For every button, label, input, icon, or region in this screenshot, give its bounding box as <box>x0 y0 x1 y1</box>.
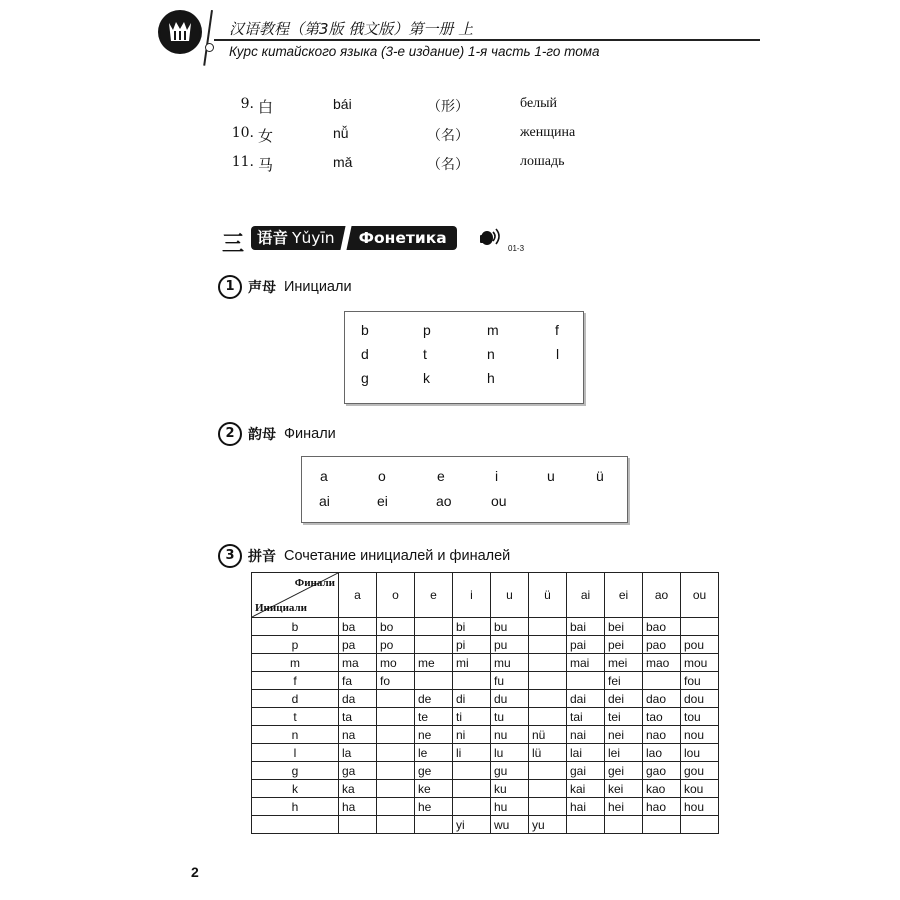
syllable-cell: pei <box>605 636 643 654</box>
syllable-cell: gu <box>491 762 529 780</box>
final-letter: e <box>437 468 445 484</box>
header-title-russian: Курс китайского языка (3-е издание) 1-я часть 1-го тома <box>229 44 600 59</box>
row-header-initial: t <box>252 708 339 726</box>
syllable-cell: tei <box>605 708 643 726</box>
vocab-number: 11. <box>231 154 254 170</box>
syllable-cell: gei <box>605 762 643 780</box>
syllable-cell: pao <box>643 636 681 654</box>
syllable-cell: de <box>415 690 453 708</box>
vocab-part-of-speech: （名） <box>427 128 469 144</box>
initial-letter: k <box>423 370 430 386</box>
subheading-number: 3 <box>218 544 242 568</box>
subheading-russian: Инициали <box>284 279 352 295</box>
initial-letter: g <box>361 370 369 386</box>
syllable-cell: ga <box>339 762 377 780</box>
syllable-cell: lü <box>529 744 567 762</box>
column-header: e <box>415 573 453 618</box>
header-divider-horizontal <box>214 39 760 41</box>
initial-letter: l <box>556 346 560 362</box>
section-title-chinese: 语音 <box>257 229 289 247</box>
syllable-cell: di <box>453 690 491 708</box>
syllable-cell: gai <box>567 762 605 780</box>
section-title-russian: Фонетика <box>358 229 447 247</box>
subheading-combinations <box>218 544 510 568</box>
syllable-cell: bai <box>567 618 605 636</box>
table-row <box>252 654 719 672</box>
row-header-initial: m <box>252 654 339 672</box>
final-letter: u <box>547 468 555 484</box>
syllable-cell: hao <box>643 798 681 816</box>
table-row <box>252 708 719 726</box>
syllable-cell <box>453 780 491 798</box>
corner-label-finals: Финали <box>294 577 335 589</box>
syllable-cell: lao <box>643 744 681 762</box>
vocab-translation: белый <box>520 96 558 111</box>
syllable-cell <box>415 816 453 834</box>
syllable-cell: fei <box>605 672 643 690</box>
syllable-cell: hou <box>681 798 719 816</box>
syllable-cell: bao <box>643 618 681 636</box>
syllable-cell: nai <box>567 726 605 744</box>
table-corner-cell <box>252 573 339 618</box>
syllable-cell: dai <box>567 690 605 708</box>
table-body <box>252 618 719 834</box>
final-letter: ai <box>319 493 330 509</box>
vocab-translation: лошадь <box>520 154 565 169</box>
syllable-cell <box>377 690 415 708</box>
syllable-cell: nü <box>529 726 567 744</box>
initial-letter: t <box>423 346 427 362</box>
syllable-cell: li <box>453 744 491 762</box>
row-header-initial: l <box>252 744 339 762</box>
syllable-cell: tao <box>643 708 681 726</box>
final-letter: o <box>378 468 386 484</box>
syllable-cell: hei <box>605 798 643 816</box>
syllable-cell: lu <box>491 744 529 762</box>
syllable-cell <box>377 780 415 798</box>
final-letter: ü <box>596 468 604 484</box>
syllable-cell: kao <box>643 780 681 798</box>
row-header-initial <box>252 816 339 834</box>
syllable-cell <box>453 672 491 690</box>
subheading-chinese: 声母 <box>248 280 276 296</box>
syllable-cell: ge <box>415 762 453 780</box>
book-logo-icon <box>158 10 202 54</box>
initial-letter: p <box>423 322 431 338</box>
vocab-translation: женщина <box>520 125 576 140</box>
syllable-cell: ne <box>415 726 453 744</box>
syllable-cell <box>415 636 453 654</box>
vocab-hanzi: 女 <box>258 127 274 145</box>
header-dot <box>205 43 214 52</box>
syllable-cell: pa <box>339 636 377 654</box>
syllable-cell: hu <box>491 798 529 816</box>
column-header: a <box>339 573 377 618</box>
syllable-cell: du <box>491 690 529 708</box>
syllable-cell <box>377 762 415 780</box>
syllable-cell <box>681 816 719 834</box>
finals-box <box>301 456 628 523</box>
subheading-number: 2 <box>218 422 242 446</box>
syllable-cell: hai <box>567 798 605 816</box>
row-header-initial: k <box>252 780 339 798</box>
subheading-russian: Сочетание инициалей и финалей <box>284 548 511 564</box>
syllable-cell: yu <box>529 816 567 834</box>
syllable-cell: la <box>339 744 377 762</box>
final-letter: i <box>495 468 499 484</box>
syllable-cell <box>529 690 567 708</box>
table-header-row <box>252 573 719 618</box>
syllable-cell <box>529 780 567 798</box>
header-title-chinese: 汉语教程（第3版 俄文版）第一册 上 <box>229 20 474 38</box>
table-row <box>252 744 719 762</box>
syllable-cell: pai <box>567 636 605 654</box>
syllable-cell <box>377 708 415 726</box>
initial-letter: f <box>555 322 559 338</box>
syllable-cell: da <box>339 690 377 708</box>
syllable-cell: bi <box>453 618 491 636</box>
syllable-cell: tou <box>681 708 719 726</box>
column-header: ei <box>605 573 643 618</box>
syllable-cell: pi <box>453 636 491 654</box>
syllable-cell <box>415 672 453 690</box>
syllable-cell: ku <box>491 780 529 798</box>
row-header-initial: g <box>252 762 339 780</box>
table-row <box>252 816 719 834</box>
vocab-part-of-speech: （名） <box>427 157 469 173</box>
syllable-cell <box>453 762 491 780</box>
corner-label-initials: Инициали <box>255 602 308 614</box>
syllable-cell: ma <box>339 654 377 672</box>
final-letter: ei <box>377 493 388 509</box>
vocab-hanzi: 白 <box>258 98 274 116</box>
subheading-chinese: 拼音 <box>248 549 276 565</box>
audio-track-label: 01-3 <box>508 244 525 253</box>
syllable-cell: le <box>415 744 453 762</box>
page-number: 2 <box>191 864 199 880</box>
syllable-cell: dou <box>681 690 719 708</box>
vocab-pinyin: mǎ <box>333 154 353 170</box>
syllable-cell: pu <box>491 636 529 654</box>
audio-icon[interactable] <box>477 226 507 250</box>
vocab-number: 10. <box>231 125 254 141</box>
pinyin-combination-table <box>251 572 719 834</box>
syllable-cell <box>529 618 567 636</box>
header-divider-vertical <box>203 10 212 66</box>
syllable-cell: nou <box>681 726 719 744</box>
syllable-cell: he <box>415 798 453 816</box>
syllable-cell: mo <box>377 654 415 672</box>
subheading-chinese: 韵母 <box>248 427 276 443</box>
syllable-cell: ti <box>453 708 491 726</box>
initial-letter: n <box>487 346 495 362</box>
subheading-number: 1 <box>218 275 242 299</box>
syllable-cell: mao <box>643 654 681 672</box>
syllable-cell <box>681 618 719 636</box>
syllable-cell <box>377 726 415 744</box>
syllable-cell <box>567 672 605 690</box>
row-header-initial: d <box>252 690 339 708</box>
section-title-banner <box>251 226 457 250</box>
table-row <box>252 636 719 654</box>
syllable-cell: ke <box>415 780 453 798</box>
syllable-cell <box>529 762 567 780</box>
table-row <box>252 762 719 780</box>
syllable-cell: ka <box>339 780 377 798</box>
final-letter: ao <box>436 493 452 509</box>
syllable-cell: kou <box>681 780 719 798</box>
syllable-cell: dao <box>643 690 681 708</box>
syllable-cell: ni <box>453 726 491 744</box>
syllable-cell: fa <box>339 672 377 690</box>
syllable-cell <box>339 816 377 834</box>
syllable-cell <box>377 744 415 762</box>
syllable-cell: gao <box>643 762 681 780</box>
syllable-cell <box>377 816 415 834</box>
table-row <box>252 618 719 636</box>
syllable-cell: tu <box>491 708 529 726</box>
syllable-cell <box>605 816 643 834</box>
syllable-cell: ba <box>339 618 377 636</box>
vocab-pinyin: nǚ <box>333 125 349 141</box>
syllable-cell: dei <box>605 690 643 708</box>
initial-letter: m <box>487 322 499 338</box>
syllable-cell: mi <box>453 654 491 672</box>
syllable-cell <box>529 798 567 816</box>
initial-letter: b <box>361 322 369 338</box>
syllable-cell: gou <box>681 762 719 780</box>
syllable-cell: pou <box>681 636 719 654</box>
syllable-cell: kai <box>567 780 605 798</box>
column-header: ai <box>567 573 605 618</box>
row-header-initial: f <box>252 672 339 690</box>
syllable-cell: mou <box>681 654 719 672</box>
syllable-cell: nao <box>643 726 681 744</box>
table-row <box>252 672 719 690</box>
syllable-cell <box>529 654 567 672</box>
syllable-cell <box>453 798 491 816</box>
section-number: 三 <box>222 232 245 257</box>
subheading-initials <box>218 275 352 299</box>
syllable-cell: mu <box>491 654 529 672</box>
syllable-cell: nei <box>605 726 643 744</box>
syllable-cell: po <box>377 636 415 654</box>
syllable-cell: lou <box>681 744 719 762</box>
syllable-cell: yi <box>453 816 491 834</box>
syllable-cell <box>643 816 681 834</box>
syllable-cell: kei <box>605 780 643 798</box>
final-letter: ou <box>491 493 507 509</box>
column-header: o <box>377 573 415 618</box>
syllable-cell: na <box>339 726 377 744</box>
syllable-cell <box>377 798 415 816</box>
column-header: i <box>453 573 491 618</box>
syllable-cell: bo <box>377 618 415 636</box>
syllable-cell: fu <box>491 672 529 690</box>
column-header: u <box>491 573 529 618</box>
row-header-initial: p <box>252 636 339 654</box>
row-header-initial: n <box>252 726 339 744</box>
table-row <box>252 780 719 798</box>
table-row <box>252 726 719 744</box>
syllable-cell: lei <box>605 744 643 762</box>
syllable-cell: wu <box>491 816 529 834</box>
syllable-cell: ha <box>339 798 377 816</box>
column-header: ü <box>529 573 567 618</box>
vocab-hanzi: 马 <box>258 156 274 174</box>
syllable-cell <box>643 672 681 690</box>
syllable-cell: nu <box>491 726 529 744</box>
initial-letter: d <box>361 346 369 362</box>
syllable-cell: mai <box>567 654 605 672</box>
vocab-part-of-speech: （形） <box>427 99 469 115</box>
syllable-cell: fo <box>377 672 415 690</box>
column-header: ao <box>643 573 681 618</box>
syllable-cell <box>529 636 567 654</box>
table-row <box>252 690 719 708</box>
syllable-cell <box>529 708 567 726</box>
banner-divider <box>340 226 351 250</box>
vocab-number: 9. <box>240 96 254 112</box>
final-letter: a <box>320 468 328 484</box>
subheading-finals <box>218 422 336 446</box>
syllable-cell: me <box>415 654 453 672</box>
syllable-cell: te <box>415 708 453 726</box>
syllable-cell <box>567 816 605 834</box>
column-header: ou <box>681 573 719 618</box>
initials-box <box>344 311 584 404</box>
syllable-cell <box>529 672 567 690</box>
syllable-cell: fou <box>681 672 719 690</box>
table-row <box>252 798 719 816</box>
syllable-cell: tai <box>567 708 605 726</box>
vocab-pinyin: bái <box>333 96 352 112</box>
syllable-cell: lai <box>567 744 605 762</box>
initial-letter: h <box>487 370 495 386</box>
row-header-initial: b <box>252 618 339 636</box>
subheading-russian: Финали <box>284 426 336 442</box>
syllable-cell: ta <box>339 708 377 726</box>
syllable-cell: bu <box>491 618 529 636</box>
syllable-cell <box>415 618 453 636</box>
syllable-cell: mei <box>605 654 643 672</box>
row-header-initial: h <box>252 798 339 816</box>
syllable-cell: bei <box>605 618 643 636</box>
section-title-pinyin: Yǔyīn <box>292 229 335 247</box>
